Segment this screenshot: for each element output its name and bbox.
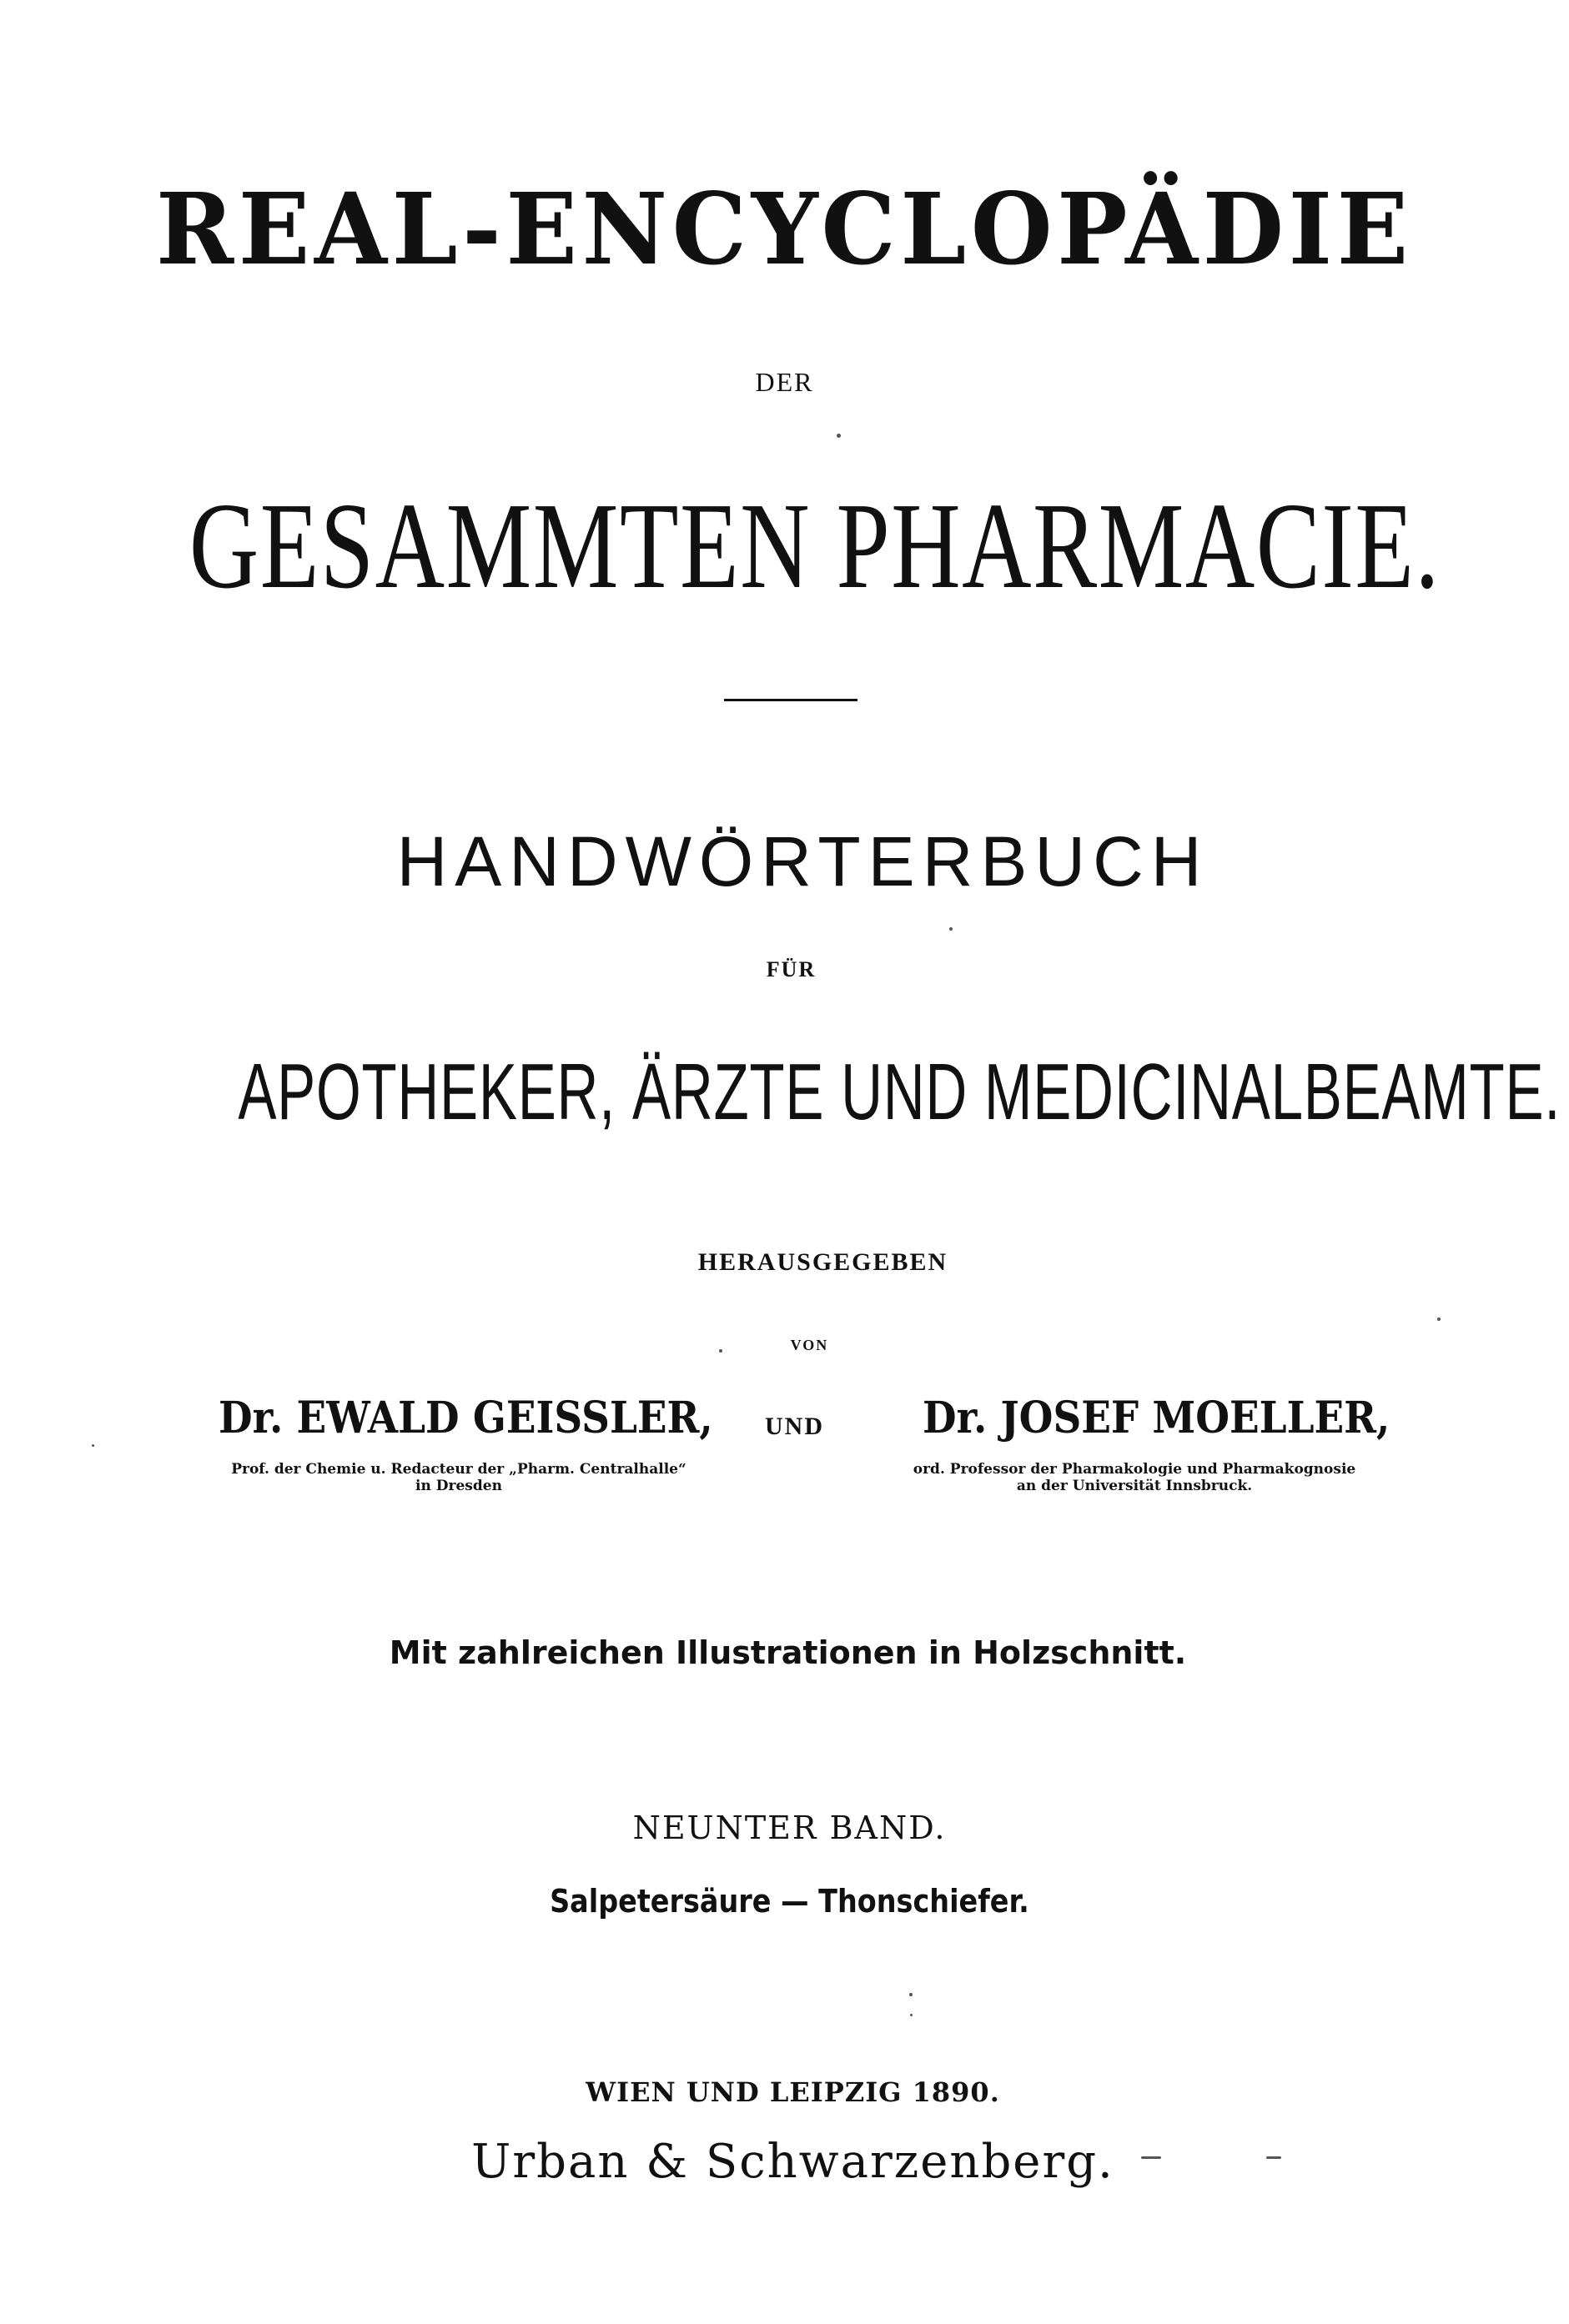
title-divider	[724, 699, 857, 701]
print-speck	[949, 927, 953, 931]
main-title-line-2: GESAMMTEN PHARMACIE.	[189, 478, 1441, 615]
subtitle-connector-fuer: FÜR	[766, 957, 817, 981]
print-speck	[1266, 2156, 1281, 2159]
editor-affiliation-left	[192, 1461, 726, 1494]
affiliation-line: in Dresden	[415, 1478, 502, 1494]
von-label: VON	[790, 1337, 829, 1353]
title-connector-der: DER	[755, 367, 814, 397]
print-speck	[837, 434, 841, 438]
print-speck	[1141, 2156, 1161, 2159]
print-speck	[909, 1993, 913, 1996]
illustrations-note: Mit zahlreichen Illustrationen in Holzschnitt.	[389, 1634, 1187, 1671]
imprint-place-year: WIEN UND LEIPZIG 1890.	[586, 2076, 1000, 2108]
editor-name-left: Dr. EWALD GEISSLER,	[219, 1393, 713, 1443]
publisher: Urban & Schwarzenberg.	[471, 2135, 1114, 2189]
und-label: UND	[765, 1413, 824, 1440]
editor-affiliation-right	[867, 1461, 1401, 1494]
print-speck	[719, 1349, 722, 1353]
print-speck	[1437, 1318, 1441, 1321]
subtitle: HANDWÖRTERBUCH	[396, 822, 1209, 901]
affiliation-line: ord. Professor der Pharmakologie und Pharmakognosie	[913, 1461, 1356, 1478]
volume-number: NEUNTER BAND.	[632, 1810, 947, 1846]
editor-name-right: Dr. JOSEF MOELLER,	[923, 1393, 1390, 1443]
subtitle-line-2: APOTHEKER, ÄRZTE UND MEDICINALBEAMTE.	[238, 1047, 1561, 1137]
edited-by-label: HERAUSGEGEBEN	[697, 1248, 948, 1276]
main-title: REAL-ENCYCLOPÄDIE	[156, 171, 1413, 287]
print-speck	[92, 1444, 94, 1447]
volume-range: Salpetersäure — Thonschiefer.	[550, 1883, 1029, 1920]
affiliation-line: Prof. der Chemie u. Redacteur der „Pharm. Centralhalle“	[231, 1461, 686, 1478]
affiliation-line: an der Universität Innsbruck.	[1016, 1478, 1253, 1494]
print-speck	[910, 2014, 913, 2016]
